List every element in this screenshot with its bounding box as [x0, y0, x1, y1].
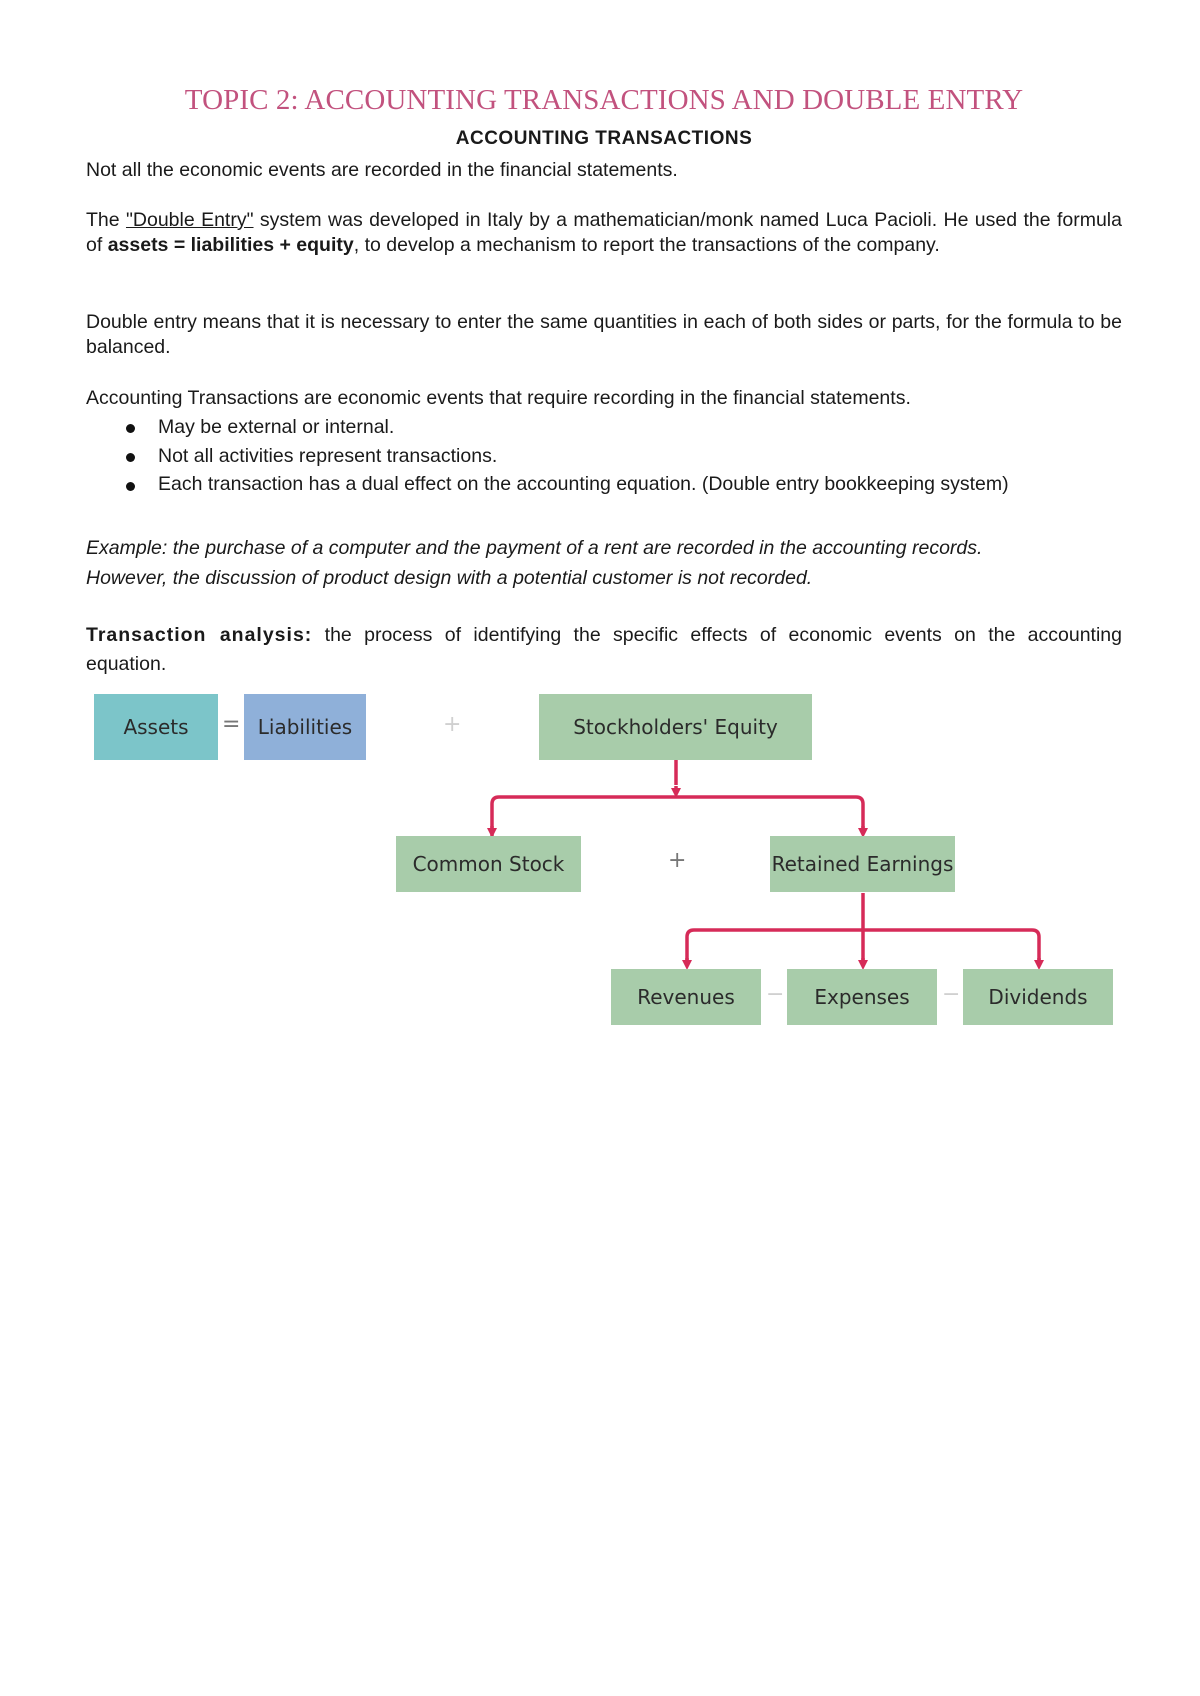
bullet-icon	[126, 482, 135, 491]
dividends-box: Dividends	[963, 969, 1113, 1025]
minus-sign: −	[942, 982, 961, 1007]
example-paragraph	[86, 533, 1122, 593]
list-item-text: Not all activities represent transactions.	[158, 445, 498, 467]
revenues-box: Revenues	[611, 969, 761, 1025]
common-stock-box: Common Stock	[396, 836, 581, 892]
list-item	[86, 442, 1122, 471]
expenses-box: Expenses	[787, 969, 937, 1025]
liabilities-box: Liabilities	[244, 694, 366, 760]
assets-box: Assets	[94, 694, 218, 760]
equals-sign: =	[222, 712, 241, 737]
connector-line	[687, 930, 1039, 962]
text-fragment: system was developed in Italy by a mathematician/monk named Luca Pacioli. He used the formula of	[86, 209, 1122, 256]
minus-sign: −	[766, 982, 785, 1007]
bullet-icon	[126, 424, 135, 433]
list-item	[86, 413, 1122, 442]
text-fragment: , to develop a mechanism to report the transactions of the company.	[353, 234, 940, 256]
transaction-analysis-paragraph	[86, 621, 1122, 679]
list-item	[86, 471, 1122, 498]
transactions-intro-paragraph: Accounting Transactions are economic events that require recording in the financial statements.	[86, 387, 911, 409]
analysis-definition: the process of identifying the specific effects of economic events on the accounting equation.	[86, 624, 1122, 675]
section-heading: ACCOUNTING TRANSACTIONS	[455, 128, 753, 149]
example-line: However, the discussion of product design with a potential customer is not recorded.	[86, 567, 813, 589]
stockholders-equity-box: Stockholders' Equity	[539, 694, 812, 760]
text-fragment: The	[86, 209, 126, 231]
page-title: TOPIC 2: ACCOUNTING TRANSACTIONS AND DOUBLE ENTRY	[184, 84, 1024, 116]
list-item-text: May be external or internal.	[158, 416, 395, 438]
bullet-list	[86, 413, 1122, 498]
retained-earnings-box: Retained Earnings	[770, 836, 955, 892]
double-entry-meaning-paragraph: Double entry means that it is necessary to enter the same quantities in each of both sides or parts, for the formula to be balanced.	[86, 311, 1122, 358]
list-item-text: Each transaction has a dual effect on the accounting equation. (Double entry bookkeeping system)	[158, 473, 1009, 495]
formula-text: assets = liabilities + equity	[107, 234, 354, 256]
double-entry-term: "Double Entry"	[125, 209, 254, 231]
example-line: Example: the purchase of a computer and the payment of a rent are recorded in the accounting records.	[86, 537, 983, 559]
plus-sign: +	[668, 848, 687, 873]
intro-paragraph: Not all the economic events are recorded in the financial statements.	[86, 159, 678, 181]
connector-line	[492, 797, 863, 836]
plus-sign: +	[443, 712, 462, 737]
bullet-icon	[126, 453, 135, 462]
analysis-term: Transaction analysis:	[86, 624, 313, 646]
double-entry-paragraph	[86, 208, 1122, 258]
